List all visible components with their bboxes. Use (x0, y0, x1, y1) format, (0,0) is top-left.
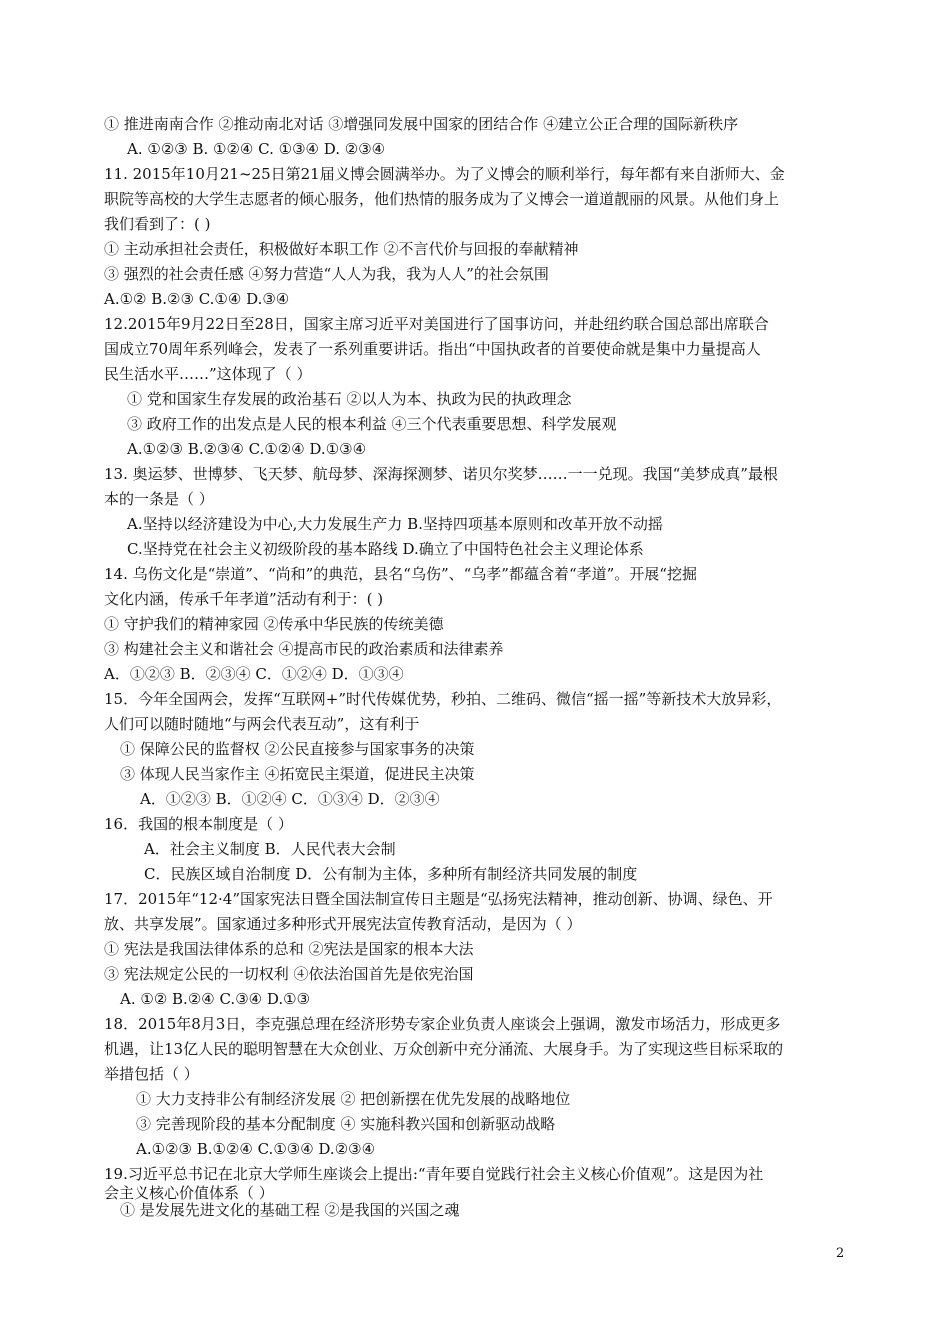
text-line: ① 守护我们的精神家园 ②传承中华民族的传统美德 (104, 615, 444, 633)
text-line: 15．今年全国两会，发挥“互联网+”时代传媒优势，秒拍、二维码、微信“摇一摇”等新技术大放异彩， (104, 690, 782, 708)
text-line: ① 宪法是我国法律体系的总和 ②宪法是国家的根本大法 (104, 940, 474, 958)
text-line: A. ①② B.②④ C.③④ D.①③ (120, 990, 311, 1008)
text-line: ③ 宪法规定公民的一切权利 ④依法治国首先是依宪治国 (104, 965, 474, 983)
text-line: 举措包括（ ） (104, 1065, 199, 1083)
text-line: ③ 强烈的社会责任感 ④努力营造“人人为我，我为人人”的社会氛围 (104, 265, 549, 283)
text-line: A.①②③ B.①②④ C.①③④ D.②③④ (136, 1140, 376, 1158)
text-line: 会主义核心价值体系（ ） (104, 1184, 274, 1202)
text-line: 放、共享发展”。国家通过多种形式开展宪法宣传教育活动，是因为（ ） (104, 915, 582, 933)
text-line: A. ①②③ B. ①②④ C. ①③④ D. ②③④ (127, 140, 386, 158)
text-line: 14. 乌伤文化是“崇道”、“尚和”的典范，县名“乌伤”、“乌孝”都蕴含着“孝道”。开展“挖掘 (104, 565, 697, 583)
text-line: 11. 2015年10月21~25日第21届义博会圆满举办。为了义博会的顺利举行，每年都有来自浙师大、金 (104, 165, 785, 183)
text-line: ① 保障公民的监督权 ②公民直接参与国家事务的决策 (120, 740, 475, 758)
text-line: A．社会主义制度 B．人民代表大会制 (144, 840, 396, 858)
text-line: A.①②③ B.②③④ C.①②④ D.①③④ (127, 440, 367, 458)
text-line: 12.2015年9月22日至28日，国家主席习近平对美国进行了国事访问，并赴纽约联合国总部出席联合 (104, 315, 769, 333)
text-line: 我们看到了：( ) (104, 215, 211, 233)
text-line: ③ 完善现阶段的基本分配制度 ④ 实施科教兴国和创新驱动战略 (136, 1115, 556, 1133)
text-line: A．①②③ B．②③④ C．①②④ D．①③④ (104, 665, 404, 683)
text-line: ① 推进南南合作 ②推动南北对话 ③增强同发展中国家的团结合作 ④建立公正合理的国际新秩序 (104, 115, 739, 133)
text-line: ③ 构建社会主义和谐社会 ④提高市民的政治素质和法律素养 (104, 640, 504, 658)
text-line: ① 大力支持非公有制经济发展 ② 把创新摆在优先发展的战略地位 (136, 1090, 571, 1108)
text-line: A．①②③ B．①②④ C．①③④ D．②③④ (140, 790, 440, 808)
text-line: ① 是发展先进文化的基础工程 ②是我国的兴国之魂 (120, 1201, 460, 1219)
text-line: 本的一条是（ ） (104, 490, 214, 508)
text-line: 人们可以随时随地“与两会代表互动”，这有利于 (104, 715, 420, 733)
text-line: C.坚持党在社会主义初级阶段的基本路线 D.确立了中国特色社会主义理论体系 (127, 540, 644, 558)
text-line: 13. 奥运梦、世博梦、飞天梦、航母梦、深海探测梦、诺贝尔奖梦……一一兑现。我国“美梦成真”最根 (104, 465, 778, 483)
text-line: A.①② B.②③ C.①④ D.③④ (104, 290, 290, 308)
text-line: A.坚持以经济建设为中心,大力发展生产力 B.坚持四项基本原则和改革开放不动摇 (127, 515, 663, 533)
text-line: 16．我国的根本制度是（ ） (104, 815, 293, 833)
text-line: 18．2015年8月3日，李克强总理在经济形势专家企业负责人座谈会上强调，激发市场活力，形成更多 (104, 1015, 781, 1033)
text-line: 19.习近平总书记在北京大学师生座谈会上提出:“青年要自觉践行社会主义核心价值观”。这是因为社 (104, 1165, 764, 1183)
text-line: 机遇，让13亿人民的聪明智慧在大众创业、万众创新中充分涌流、大展身手。为了实现这些目标采取的 (104, 1040, 784, 1058)
text-line: 17．2015年“12·4”国家宪法日暨全国法制宣传日主题是“弘扬宪法精神，推动创新、协调、绿色、开 (104, 890, 773, 908)
text-line: 民生活水平……”这体现了（ ） (104, 365, 312, 383)
text-line: ③ 政府工作的出发点是人民的根本利益 ④三个代表重要思想、科学发展观 (127, 415, 617, 433)
text-line: 职院等高校的大学生志愿者的倾心服务，他们热情的服务成为了义博会一道道靓丽的风景。从他们身上 (104, 190, 780, 208)
text-line: 国成立70周年系列峰会，发表了一系列重要讲话。指出“中国执政者的首要使命就是集中力量提高人 (104, 340, 761, 358)
text-line: ③ 体现人民当家作主 ④拓宽民主渠道，促进民主决策 (120, 765, 475, 783)
page-number: 2 (836, 1246, 845, 1261)
text-line: ① 主动承担社会责任，积极做好本职工作 ②不言代价与回报的奉献精神 (104, 240, 579, 258)
text-line: ① 党和国家生存发展的政治基石 ②以人为本、执政为民的执政理念 (127, 390, 572, 408)
text-line: C．民族区域自治制度 D．公有制为主体，多种所有制经济共同发展的制度 (144, 865, 638, 883)
text-line: 文化内涵，传承千年孝道”活动有利于：( ) (104, 590, 384, 608)
